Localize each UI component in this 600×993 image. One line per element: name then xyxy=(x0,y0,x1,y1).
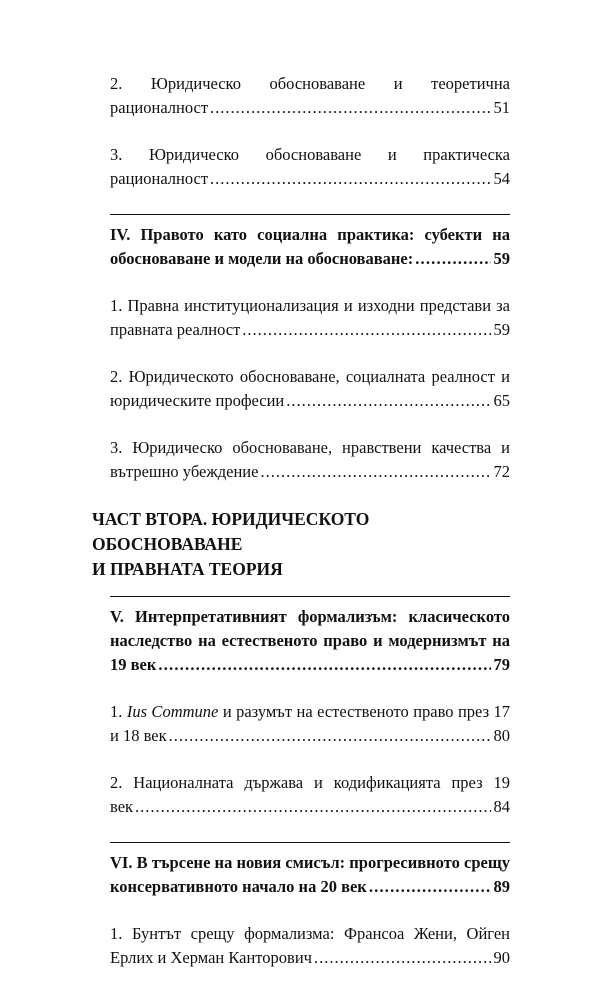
toc-entry-title-line: VI. В търсене на новия смисъл: прогресивното срещу xyxy=(110,853,510,872)
toc-entry-title-line: V. Интерпретативният формализъм: класическото xyxy=(110,607,510,626)
entry-text: и разумът на естественото право през 17 xyxy=(222,702,511,721)
toc-chapter-entry[interactable] xyxy=(110,214,510,271)
toc-entry-title-line: рационалност xyxy=(110,98,209,117)
toc-page-number: 59 xyxy=(493,320,510,339)
chapter-rule xyxy=(110,214,510,215)
dot-leader xyxy=(169,724,491,748)
toc-entry[interactable] xyxy=(110,365,510,413)
dot-leader xyxy=(415,247,490,271)
chapter-rule xyxy=(110,596,510,597)
toc-page-number: 90 xyxy=(493,948,510,967)
dot-leader xyxy=(260,460,490,484)
toc-entry-title-line: 1. Правна институционализация и изходни представи за xyxy=(110,296,510,315)
toc-entry-title-line: консервативното начало на 20 век xyxy=(110,877,367,896)
dot-leader xyxy=(286,389,490,413)
toc-entry-title-line: IV. Правото като социална практика: субекти на xyxy=(110,225,510,244)
toc-page-number: 84 xyxy=(493,797,510,816)
part-heading-line: И ПРАВНАТА ТЕОРИЯ xyxy=(92,559,283,579)
toc-page-number: 51 xyxy=(493,98,510,117)
toc-entry-title-line: 2. Юридическо обосноваване и теоретична xyxy=(110,74,510,93)
dot-leader xyxy=(135,795,490,819)
toc-entry-title-line: 3. Юридическо обосноваване и практическа xyxy=(110,145,510,164)
toc-entry-title-line: 19 век xyxy=(110,655,157,674)
toc-entry-title-line: век xyxy=(110,797,134,816)
toc-entry[interactable] xyxy=(110,294,510,342)
part-heading-line: ЧАСТ ВТОРА. ЮРИДИЧЕСКОТО ОБОСНОВАВАНЕ xyxy=(92,509,370,554)
dot-leader xyxy=(210,167,490,191)
dot-leader xyxy=(314,946,491,970)
toc-chapter-entry[interactable] xyxy=(110,596,510,677)
toc-page-number: 65 xyxy=(493,391,510,410)
dot-leader xyxy=(369,875,491,899)
toc-page-number: 79 xyxy=(493,655,510,674)
toc-page-number: 54 xyxy=(493,169,510,188)
italic-term: Ius Commune xyxy=(126,702,219,721)
part-heading[interactable] xyxy=(92,507,512,582)
toc-entry-title-line: юридическите професии xyxy=(110,391,285,410)
dot-leader xyxy=(242,318,490,342)
toc-chapter-entry[interactable] xyxy=(110,842,510,899)
chapter-rule xyxy=(110,842,510,843)
toc-entry-title-line: 2. Юридическото обосноваване, социалната реалност и xyxy=(110,367,510,386)
toc-entry[interactable] xyxy=(110,922,510,970)
toc-entry-title-line: вътрешно убеждение xyxy=(110,462,259,481)
toc-page-number: 89 xyxy=(493,877,510,896)
dot-leader xyxy=(158,653,490,677)
toc-entry[interactable] xyxy=(110,72,510,120)
toc-entry-title-line: обосноваване и модели на обосноваване: xyxy=(110,249,414,268)
toc-entry-title-line: рационалност xyxy=(110,169,209,188)
toc-entry-title-line: 3. Юридическо обосноваване, нравствени качества и xyxy=(110,438,510,457)
toc-entry[interactable] xyxy=(110,143,510,191)
toc-entry-title-line xyxy=(110,700,510,724)
toc-entry-title-line: и 18 век xyxy=(110,726,167,745)
toc-entry[interactable] xyxy=(110,771,510,819)
toc-entry[interactable] xyxy=(110,700,510,748)
toc-entry-title-line: Ерлих и Херман Канторович xyxy=(110,948,312,967)
toc-entry-title-line: наследство на естественото право и модернизмът на xyxy=(110,631,510,650)
toc-page-number: 80 xyxy=(493,726,510,745)
toc-entry[interactable] xyxy=(110,436,510,484)
toc-entry-title-line: 2. Националната държава и кодификацията през 19 xyxy=(110,773,510,792)
toc-entry-title-line: 1. Бунтът срещу формализма: Франсоа Жени, Ойген xyxy=(110,924,510,943)
toc-entry-title-line: правната реалност xyxy=(110,320,241,339)
entry-number: 1. xyxy=(110,702,123,721)
toc-page-number: 59 xyxy=(493,249,510,268)
toc-page-number: 72 xyxy=(493,462,510,481)
dot-leader xyxy=(210,96,490,120)
table-of-contents xyxy=(92,72,511,993)
